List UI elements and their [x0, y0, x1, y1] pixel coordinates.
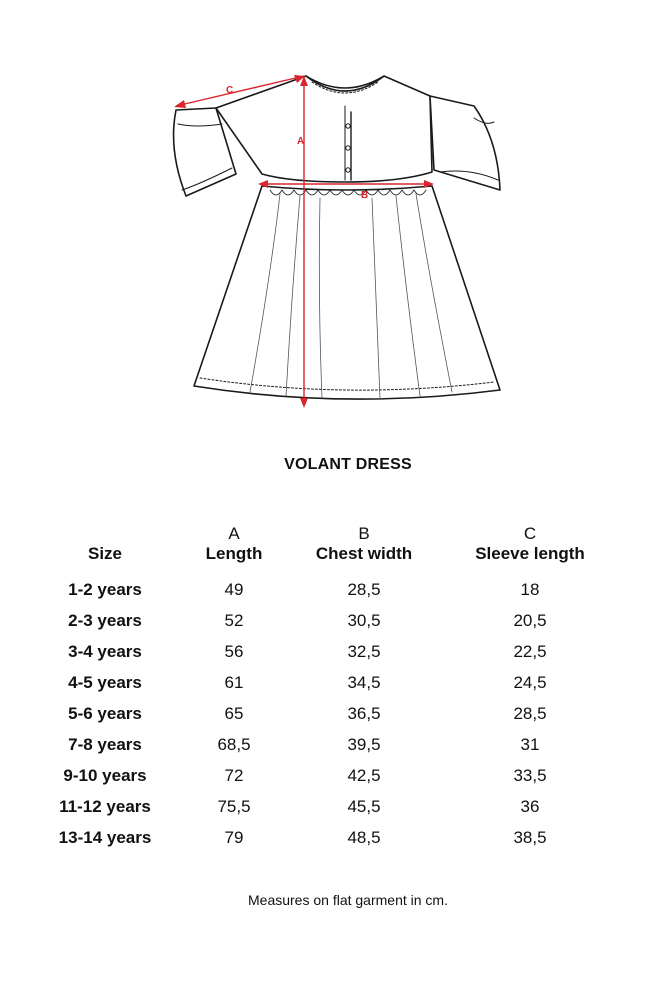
length-cell: 79	[224, 827, 244, 847]
column-header-row	[36, 544, 626, 574]
chest-width-cell: 42,5	[347, 765, 381, 785]
sleeve-length-cell: 36	[520, 796, 540, 816]
size-cell: 5-6 years	[68, 703, 142, 723]
table-row	[36, 605, 626, 636]
dress-skirt	[194, 186, 500, 399]
dress-bodice	[216, 76, 432, 182]
size-cell: 2-3 years	[68, 610, 142, 630]
size-cell: 13-14 years	[58, 827, 152, 847]
chest-width-cell: 34,5	[347, 672, 381, 692]
chest-width-cell: 48,5	[347, 827, 381, 847]
chest-width-cell: 39,5	[347, 734, 381, 754]
table-row	[36, 760, 626, 791]
column-header: Size	[87, 544, 123, 563]
table-row	[36, 822, 626, 853]
dress-sleeve-right	[430, 96, 500, 190]
length-cell: 75,5	[217, 796, 251, 816]
length-cell: 49	[224, 579, 244, 599]
sleeve-length-cell: 33,5	[513, 765, 547, 785]
page-title: VOLANT DRESS	[284, 456, 412, 473]
button-icon	[346, 146, 350, 150]
sleeve-length-cell: 18	[520, 579, 540, 599]
column-letter-row	[36, 518, 626, 544]
sleeve-length-cell: 20,5	[513, 610, 547, 630]
size-cell: 4-5 years	[68, 672, 142, 692]
table-row	[36, 729, 626, 760]
table-row	[36, 698, 626, 729]
button-icon	[346, 168, 350, 172]
size-cell: 11-12 years	[59, 796, 151, 816]
length-cell: 65	[224, 703, 244, 723]
length-cell: 56	[224, 641, 244, 661]
chest-width-cell: 36,5	[347, 703, 381, 723]
dress-diagram	[150, 60, 530, 420]
length-cell: 52	[224, 610, 244, 630]
size-cell: 7-8 years	[68, 734, 142, 754]
chest-width-cell: 45,5	[347, 796, 381, 816]
measurement-note: Measures on flat garment in cm.	[248, 892, 448, 908]
sleeve-length-cell: 31	[520, 734, 540, 754]
button-icon	[346, 124, 350, 128]
length-cell: 61	[224, 672, 244, 692]
size-cell: 3-4 years	[68, 641, 142, 661]
column-header: Chest width	[315, 544, 413, 563]
column-header: Sleeve length	[475, 544, 585, 563]
chest-width-cell: 32,5	[347, 641, 381, 661]
table-row	[36, 574, 626, 605]
measure-a-label: A	[297, 136, 305, 147]
measure-c-label: C	[226, 85, 234, 96]
column-letter: B	[358, 524, 370, 543]
table-row	[36, 636, 626, 667]
sleeve-length-cell: 22,5	[513, 641, 547, 661]
table-row	[36, 791, 626, 822]
column-letter	[36, 518, 174, 544]
column-letter: C	[523, 524, 537, 543]
column-header: Length	[205, 544, 263, 563]
sleeve-length-cell: 28,5	[513, 703, 547, 723]
column-letter: A	[228, 524, 240, 543]
sleeve-length-cell: 24,5	[513, 672, 547, 692]
chest-width-cell: 28,5	[347, 579, 381, 599]
sleeve-length-cell: 38,5	[513, 827, 547, 847]
length-cell: 68,5	[217, 734, 251, 754]
table-row	[36, 667, 626, 698]
measure-b-label: B	[361, 190, 369, 201]
size-cell: 9-10 years	[63, 765, 147, 785]
length-cell: 72	[224, 765, 244, 785]
size-chart-table	[36, 518, 626, 853]
chest-width-cell: 30,5	[347, 610, 381, 630]
size-cell: 1-2 years	[68, 579, 142, 599]
table-body	[36, 574, 626, 853]
